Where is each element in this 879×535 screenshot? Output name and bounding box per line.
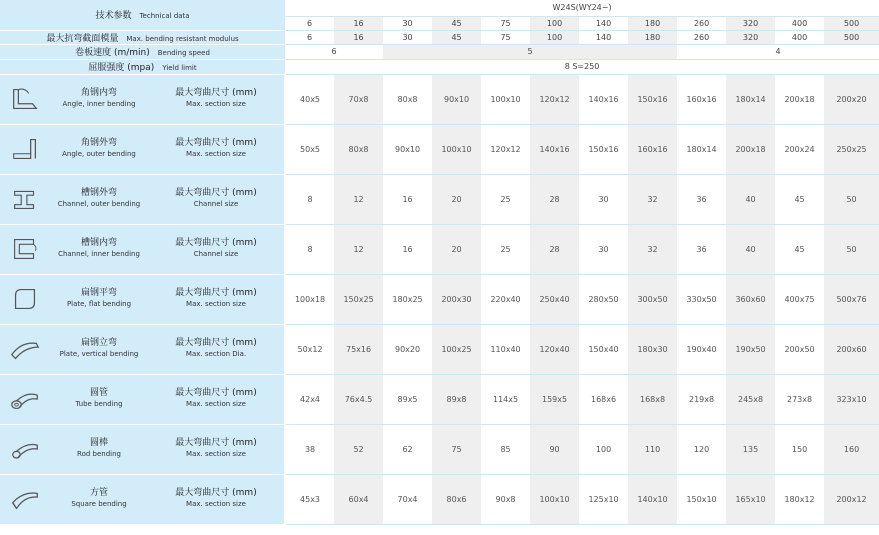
size-label-zh: 最大弯曲尺寸 (mm) (175, 88, 257, 98)
table-row (0, 424, 879, 474)
modulus-value: 30 (383, 30, 432, 44)
size-label-cell (148, 474, 285, 524)
table-cell: 150x40 (579, 324, 628, 374)
size-label-zh: 最大弯曲尺寸 (mm) (175, 188, 257, 198)
size-label-cell (148, 274, 285, 324)
table-cell: 150x16 (579, 124, 628, 174)
table-cell: 40 (726, 174, 775, 224)
table-cell: 200x20 (824, 74, 879, 124)
row-icon-cell (0, 74, 50, 124)
bending-type-zh: 方管 (89, 488, 108, 498)
table-cell: 200x60 (824, 324, 879, 374)
modulus-label-en: Max. bending resistant modulus (126, 34, 239, 43)
size-label-zh: 最大弯曲尺寸 (mm) (175, 238, 257, 248)
row-icon-cell (0, 174, 50, 224)
table-cell: 70x8 (334, 74, 383, 124)
table-cell: 85 (481, 424, 530, 474)
tube-bending-icon (8, 383, 42, 415)
table-cell: 76x4.5 (334, 374, 383, 424)
bending-type-zh: 槽钢内弯 (80, 238, 117, 248)
size-label-zh: 最大弯曲尺寸 (mm) (175, 288, 257, 298)
table-cell: 323x10 (824, 374, 879, 424)
table-row (0, 474, 879, 524)
table-cell: 80x8 (334, 124, 383, 174)
table-cell: 500x76 (824, 274, 879, 324)
model-series-title: W24S(WY24−) (285, 0, 879, 16)
table-cell: 20 (432, 224, 481, 274)
table-cell: 190x50 (726, 324, 775, 374)
table-cell: 114x5 (481, 374, 530, 424)
model-column-header: 45 (432, 16, 481, 30)
table-cell: 110x40 (481, 324, 530, 374)
model-column-header: 75 (481, 16, 530, 30)
speed-group-2: 5 (383, 44, 677, 59)
size-label-zh: 最大弯曲尺寸 (mm) (175, 488, 257, 498)
bending-type-cell (50, 74, 148, 124)
row-icon-cell (0, 124, 50, 174)
table-cell: 190x40 (677, 324, 726, 374)
table-row (0, 124, 879, 174)
bending-type-cell (50, 174, 148, 224)
size-label-cell (148, 124, 285, 174)
size-label-en: Max. section size (186, 100, 246, 108)
table-cell: 90 (530, 424, 579, 474)
size-label-en: Max. section size (186, 150, 246, 158)
bending-type-zh: 槽钢外弯 (80, 188, 117, 198)
model-column-header: 6 (285, 16, 334, 30)
bending-type-zh: 圆管 (89, 388, 108, 398)
size-label-cell (148, 374, 285, 424)
table-row (0, 324, 879, 374)
row-icon-cell (0, 424, 50, 474)
table-cell: 110 (628, 424, 677, 474)
table-row (0, 374, 879, 424)
model-column-header: 180 (628, 16, 677, 30)
modulus-value: 320 (726, 30, 775, 44)
yield-value: 8 S=250 (285, 59, 879, 74)
bending-type-en: Plate, flat bending (66, 300, 132, 308)
bending-type-en: Channel, inner bending (58, 250, 140, 258)
model-column-header: 16 (334, 16, 383, 30)
table-cell: 400x75 (775, 274, 824, 324)
table-cell: 200x24 (775, 124, 824, 174)
table-cell: 200x18 (775, 74, 824, 124)
bending-type-cell (50, 274, 148, 324)
speed-group-3: 4 (677, 44, 879, 59)
table-cell: 180x25 (383, 274, 432, 324)
modulus-value: 500 (824, 30, 879, 44)
yield-label-en: Yield limit (162, 64, 197, 72)
table-cell: 125x10 (579, 474, 628, 524)
table-cell: 12 (334, 224, 383, 274)
table-cell: 16 (383, 174, 432, 224)
size-label-en: Max. section Dia. (185, 350, 247, 358)
modulus-value: 140 (579, 30, 628, 44)
technical-data-label-zh: 技术参数 (95, 11, 132, 22)
table-cell: 250x25 (824, 124, 879, 174)
table-cell: 120x12 (481, 124, 530, 174)
table-cell: 36 (677, 224, 726, 274)
table-cell: 200x30 (432, 274, 481, 324)
table-cell: 200x18 (726, 124, 775, 174)
size-label-en: Max. section size (186, 300, 246, 308)
table-cell: 160x16 (677, 74, 726, 124)
table-cell: 150 (775, 424, 824, 474)
table-cell: 360x60 (726, 274, 775, 324)
angle-inner-bending-icon (8, 83, 42, 115)
bending-type-cell (50, 474, 148, 524)
table-cell: 52 (334, 424, 383, 474)
table-cell: 100 (579, 424, 628, 474)
table-cell: 45 (775, 224, 824, 274)
table-cell: 100x18 (285, 274, 334, 324)
model-column-header: 100 (530, 16, 579, 30)
modulus-value: 6 (285, 30, 334, 44)
table-cell: 80x8 (383, 74, 432, 124)
table-cell: 220x40 (481, 274, 530, 324)
table-cell: 160x16 (628, 124, 677, 174)
speed-label-en: Bending speed (157, 49, 210, 57)
table-row (0, 74, 879, 124)
table-cell: 219x8 (677, 374, 726, 424)
table-cell: 89x8 (432, 374, 481, 424)
table-cell: 12 (334, 174, 383, 224)
table-cell: 120x12 (530, 74, 579, 124)
table-cell: 50 (824, 224, 879, 274)
modulus-value: 45 (432, 30, 481, 44)
bending-type-en: Angle, inner bending (62, 100, 136, 108)
table-cell: 75 (432, 424, 481, 474)
square-bending-icon (8, 483, 42, 515)
bending-type-cell (50, 224, 148, 274)
table-cell: 168x8 (628, 374, 677, 424)
bending-type-zh: 扁钢立弯 (80, 338, 117, 348)
table-cell: 62 (383, 424, 432, 474)
bending-type-en: Tube bending (75, 400, 123, 408)
table-cell: 45 (775, 174, 824, 224)
row-icon-cell (0, 224, 50, 274)
table-cell: 90x20 (383, 324, 432, 374)
table-cell: 140x16 (530, 124, 579, 174)
technical-data-label-en: Technical data (139, 12, 190, 21)
bending-type-zh: 圆棒 (89, 438, 108, 448)
table-cell: 90x10 (432, 74, 481, 124)
size-label-en: Max. section size (186, 500, 246, 508)
size-label-en: Max. section size (186, 400, 246, 408)
table-cell: 40 (726, 224, 775, 274)
model-column-header: 400 (775, 16, 824, 30)
table-cell: 70x4 (383, 474, 432, 524)
table-cell: 150x10 (677, 474, 726, 524)
table-cell: 32 (628, 174, 677, 224)
model-column-header: 320 (726, 16, 775, 30)
table-cell: 25 (481, 174, 530, 224)
table-cell: 150x16 (628, 74, 677, 124)
model-column-header: 260 (677, 16, 726, 30)
speed-label (0, 44, 285, 59)
table-cell: 36 (677, 174, 726, 224)
size-label-cell (148, 324, 285, 374)
table-cell: 273x8 (775, 374, 824, 424)
table-cell: 245x8 (726, 374, 775, 424)
size-label-zh: 最大弯曲尺寸 (mm) (175, 388, 257, 398)
size-label-zh: 最大弯曲尺寸 (mm) (175, 438, 257, 448)
row-icon-cell (0, 474, 50, 524)
table-cell: 75x16 (334, 324, 383, 374)
table-cell: 280x50 (579, 274, 628, 324)
table-cell: 160 (824, 424, 879, 474)
modulus-value: 75 (481, 30, 530, 44)
table-cell: 80x6 (432, 474, 481, 524)
table-cell: 38 (285, 424, 334, 474)
size-label-zh: 最大弯曲尺寸 (mm) (175, 338, 257, 348)
table-cell: 100x10 (481, 74, 530, 124)
row-icon-cell (0, 274, 50, 324)
table-cell: 60x4 (334, 474, 383, 524)
table-cell: 200x50 (775, 324, 824, 374)
table-cell: 330x50 (677, 274, 726, 324)
bending-type-cell (50, 424, 148, 474)
table-cell: 180x14 (677, 124, 726, 174)
bending-type-en: Channel, outer bending (57, 200, 141, 208)
table-cell: 120x40 (530, 324, 579, 374)
table-row (0, 274, 879, 324)
table-cell: 140x16 (579, 74, 628, 124)
modulus-value: 180 (628, 30, 677, 44)
modulus-value: 100 (530, 30, 579, 44)
bending-type-zh: 扁钢平弯 (80, 288, 117, 298)
table-cell: 28 (530, 224, 579, 274)
bending-type-en: Plate, vertical bending (59, 350, 139, 358)
table-cell: 250x40 (530, 274, 579, 324)
size-label-cell (148, 174, 285, 224)
table-cell: 45x3 (285, 474, 334, 524)
size-label-cell (148, 224, 285, 274)
table-cell: 50x5 (285, 124, 334, 174)
bending-type-cell (50, 124, 148, 174)
size-label-en: Channel size (193, 200, 239, 208)
channel-outer-bending-icon (8, 183, 42, 215)
bending-type-en: Square bending (71, 500, 127, 508)
table-cell: 140x10 (628, 474, 677, 524)
plate-flat-bending-icon (8, 283, 42, 315)
table-cell: 50 (824, 174, 879, 224)
size-label-en: Channel size (193, 250, 239, 258)
table-cell: 165x10 (726, 474, 775, 524)
table-cell: 300x50 (628, 274, 677, 324)
table-cell: 159x5 (530, 374, 579, 424)
speed-group-1: 6 (285, 44, 383, 59)
speed-label-zh: 卷板速度 (m/min) (75, 48, 150, 58)
table-cell: 16 (383, 224, 432, 274)
model-column-header: 140 (579, 16, 628, 30)
table-cell: 25 (481, 224, 530, 274)
bending-type-en: Rod bending (77, 450, 121, 458)
technical-data-label (0, 0, 285, 30)
angle-outer-bending-icon (8, 133, 42, 165)
bending-type-zh: 角钢外弯 (80, 138, 117, 148)
bending-type-cell (50, 324, 148, 374)
modulus-label-zh: 最大抗弯截面模量 (46, 33, 119, 44)
channel-inner-bending-icon (8, 233, 42, 265)
table-cell: 30 (579, 174, 628, 224)
table-cell: 200x12 (824, 474, 879, 524)
table-cell: 100x25 (432, 324, 481, 374)
table-cell: 180x14 (726, 74, 775, 124)
table-cell: 168x6 (579, 374, 628, 424)
table-cell: 8 (285, 174, 334, 224)
rod-bending-icon (8, 433, 42, 465)
table-cell: 32 (628, 224, 677, 274)
table-cell: 20 (432, 174, 481, 224)
table-cell: 135 (726, 424, 775, 474)
bending-type-cell (50, 374, 148, 424)
size-label-cell (148, 424, 285, 474)
plate-vertical-bending-icon (8, 333, 42, 365)
table-cell: 89x5 (383, 374, 432, 424)
table-cell: 8 (285, 224, 334, 274)
table-cell: 100x10 (432, 124, 481, 174)
modulus-value: 400 (775, 30, 824, 44)
table-cell: 42x4 (285, 374, 334, 424)
modulus-value: 260 (677, 30, 726, 44)
table-cell: 28 (530, 174, 579, 224)
size-label-cell (148, 74, 285, 124)
row-icon-cell (0, 324, 50, 374)
modulus-label (0, 30, 285, 44)
table-cell: 90x10 (383, 124, 432, 174)
table-cell: 120 (677, 424, 726, 474)
yield-label-zh: 屈服强度 (mpa) (88, 63, 155, 73)
yield-label (0, 59, 285, 74)
size-label-en: Max. section size (186, 450, 246, 458)
size-label-zh: 最大弯曲尺寸 (mm) (175, 138, 257, 148)
row-icon-cell (0, 374, 50, 424)
table-cell: 150x25 (334, 274, 383, 324)
table-cell: 30 (579, 224, 628, 274)
table-cell: 180x12 (775, 474, 824, 524)
table-cell: 180x30 (628, 324, 677, 374)
table-row (0, 174, 879, 224)
table-row (0, 224, 879, 274)
table-cell: 50x12 (285, 324, 334, 374)
model-column-header: 500 (824, 16, 879, 30)
modulus-value: 16 (334, 30, 383, 44)
bending-type-en: Angle, outer bending (62, 150, 136, 158)
bending-type-zh: 角钢内弯 (80, 88, 117, 98)
table-cell: 100x10 (530, 474, 579, 524)
table-cell: 40x5 (285, 74, 334, 124)
model-column-header: 30 (383, 16, 432, 30)
table-cell: 90x8 (481, 474, 530, 524)
